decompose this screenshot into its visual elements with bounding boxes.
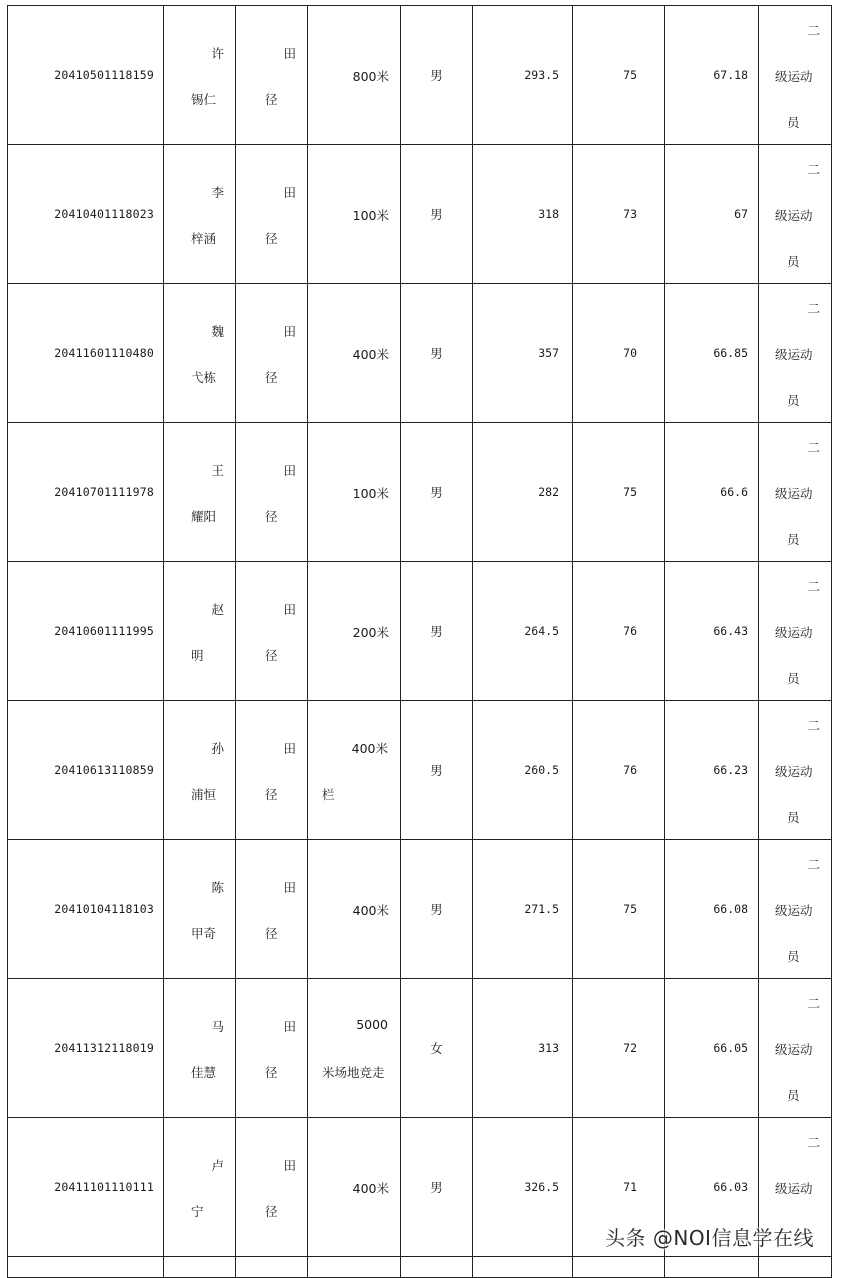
- sex-cell: 男: [401, 284, 473, 423]
- name-line-2: 浦恒: [191, 787, 217, 802]
- name-line-2: 梓涵: [191, 231, 217, 246]
- category-cell: [236, 562, 308, 701]
- table-row: [8, 6, 832, 145]
- event-text: 400米: [352, 1181, 389, 1196]
- level-line-2: 级运动: [775, 625, 813, 640]
- event-cell: [308, 1118, 401, 1257]
- level-line-1: 二: [807, 718, 820, 733]
- exam-id-cell: 20410601111995: [8, 562, 164, 701]
- level-line-2: 级运动: [775, 903, 813, 918]
- level-line-3: 员: [787, 671, 800, 686]
- final-score-cell: 66.08: [665, 840, 759, 979]
- exam-id-cell: 20410701111978: [8, 423, 164, 562]
- event-line-1: 400米: [351, 741, 388, 756]
- category-line-1: 田: [283, 1158, 296, 1173]
- culture-score-cell: 71: [573, 1118, 665, 1257]
- sex-cell: 男: [401, 1118, 473, 1257]
- category-line-2: 径: [265, 926, 278, 941]
- empty-cell: [473, 1257, 573, 1278]
- event-line-2: 栏: [322, 787, 335, 802]
- level-line-1: 二: [807, 857, 820, 872]
- culture-score-cell: 70: [573, 284, 665, 423]
- category-line-2: 径: [265, 231, 278, 246]
- category-cell: [236, 6, 308, 145]
- culture-score-cell: 72: [573, 979, 665, 1118]
- empty-cell: [236, 1257, 308, 1278]
- level-line-2: 级运动: [775, 764, 813, 779]
- category-line-2: 径: [265, 787, 278, 802]
- category-line-1: 田: [283, 880, 296, 895]
- sex-cell: 男: [401, 701, 473, 840]
- category-line-1: 田: [283, 46, 296, 61]
- final-score-cell: 67.18: [665, 6, 759, 145]
- score-cell: 326.5: [473, 1118, 573, 1257]
- level-line-2: 级运动: [775, 69, 813, 84]
- table-row: [8, 979, 832, 1118]
- event-text: 100米: [352, 486, 389, 501]
- event-cell: [308, 979, 401, 1118]
- name-cell: [164, 701, 236, 840]
- name-line-1: 王: [211, 463, 224, 478]
- name-cell: [164, 145, 236, 284]
- category-cell: [236, 979, 308, 1118]
- name-line-2: 甲奇: [191, 926, 217, 941]
- name-line-1: 孙: [211, 741, 224, 756]
- level-line-1: 二: [807, 23, 820, 38]
- level-line-1: 二: [807, 579, 820, 594]
- event-line-2: 米场地竞走: [322, 1065, 385, 1080]
- name-cell: [164, 979, 236, 1118]
- event-text: 400米: [352, 903, 389, 918]
- level-line-3: 员: [787, 532, 800, 547]
- level-cell: [759, 840, 832, 979]
- category-line-1: 田: [283, 741, 296, 756]
- final-score-cell: 67: [665, 145, 759, 284]
- empty-cell: [573, 1257, 665, 1278]
- event-cell: [308, 6, 401, 145]
- exam-id-cell: 20411101110111: [8, 1118, 164, 1257]
- name-cell: [164, 423, 236, 562]
- score-cell: 282: [473, 423, 573, 562]
- category-line-2: 径: [265, 370, 278, 385]
- name-line-1: 赵: [211, 602, 224, 617]
- sex-cell: 女: [401, 979, 473, 1118]
- empty-cell: [759, 1257, 832, 1278]
- table-row-partial: [8, 1257, 832, 1278]
- name-cell: [164, 1118, 236, 1257]
- exam-id-cell: 20410613110859: [8, 701, 164, 840]
- results-table: [7, 5, 832, 1278]
- culture-score-cell: 75: [573, 6, 665, 145]
- level-line-2: 级运动: [775, 208, 813, 223]
- name-line-1: 陈: [211, 880, 224, 895]
- culture-score-cell: 73: [573, 145, 665, 284]
- name-cell: [164, 284, 236, 423]
- exam-id-cell: 20410104118103: [8, 840, 164, 979]
- score-cell: 293.5: [473, 6, 573, 145]
- event-cell: [308, 145, 401, 284]
- event-cell: [308, 840, 401, 979]
- final-score-cell: 66.6: [665, 423, 759, 562]
- culture-score-cell: 76: [573, 562, 665, 701]
- empty-cell: [665, 1257, 759, 1278]
- level-cell: [759, 423, 832, 562]
- category-cell: [236, 284, 308, 423]
- empty-cell: [308, 1257, 401, 1278]
- level-cell: [759, 284, 832, 423]
- score-cell: 357: [473, 284, 573, 423]
- table-row: [8, 840, 832, 979]
- category-cell: [236, 145, 308, 284]
- table-row: [8, 562, 832, 701]
- level-line-1: 二: [807, 1135, 820, 1150]
- table-row: [8, 145, 832, 284]
- level-line-2: 级运动: [775, 1181, 813, 1196]
- exam-id-cell: 20411601110480: [8, 284, 164, 423]
- name-cell: [164, 840, 236, 979]
- watermark-text: 头条 @NOI信息学在线: [605, 1226, 814, 1250]
- event-text: 800米: [352, 69, 389, 84]
- culture-score-cell: 75: [573, 840, 665, 979]
- culture-score-cell: 75: [573, 423, 665, 562]
- category-line-2: 径: [265, 509, 278, 524]
- level-line-2: 级运动: [775, 486, 813, 501]
- final-score-cell: 66.43: [665, 562, 759, 701]
- empty-cell: [401, 1257, 473, 1278]
- level-line-2: 级运动: [775, 1042, 813, 1057]
- name-line-1: 马: [211, 1019, 224, 1034]
- category-line-1: 田: [283, 463, 296, 478]
- sex-cell: 男: [401, 6, 473, 145]
- level-line-2: 级运动: [775, 347, 813, 362]
- score-cell: 264.5: [473, 562, 573, 701]
- event-cell: [308, 284, 401, 423]
- event-cell: [308, 423, 401, 562]
- name-cell: [164, 6, 236, 145]
- results-table-body: [8, 6, 832, 1278]
- name-line-2: 宁: [191, 1204, 204, 1219]
- level-line-3: 员: [787, 393, 800, 408]
- level-line-1: 二: [807, 440, 820, 455]
- sex-cell: 男: [401, 145, 473, 284]
- category-line-1: 田: [283, 185, 296, 200]
- name-line-1: 卢: [211, 1158, 224, 1173]
- empty-cell: [164, 1257, 236, 1278]
- event-text: 400米: [352, 347, 389, 362]
- category-cell: [236, 1118, 308, 1257]
- level-cell: [759, 562, 832, 701]
- category-line-1: 田: [283, 1019, 296, 1034]
- level-cell: [759, 145, 832, 284]
- category-line-2: 径: [265, 648, 278, 663]
- exam-id-cell: 20410501118159: [8, 6, 164, 145]
- category-cell: [236, 701, 308, 840]
- name-line-2: 锡仁: [191, 92, 217, 107]
- level-cell: [759, 979, 832, 1118]
- level-line-3: 员: [787, 115, 800, 130]
- level-cell: [759, 6, 832, 145]
- score-cell: 313: [473, 979, 573, 1118]
- category-line-2: 径: [265, 1204, 278, 1219]
- category-cell: [236, 840, 308, 979]
- level-cell: [759, 701, 832, 840]
- name-line-1: 魏: [211, 324, 224, 339]
- event-cell: [308, 701, 401, 840]
- table-row: [8, 423, 832, 562]
- sex-cell: 男: [401, 562, 473, 701]
- event-text: 100米: [352, 208, 389, 223]
- category-cell: [236, 423, 308, 562]
- name-line-1: 李: [211, 185, 224, 200]
- name-line-2: 弋栋: [191, 370, 217, 385]
- culture-score-cell: 76: [573, 701, 665, 840]
- level-line-1: 二: [807, 162, 820, 177]
- exam-id-cell: 20410401118023: [8, 145, 164, 284]
- level-line-3: 员: [787, 254, 800, 269]
- name-line-1: 许: [211, 46, 224, 61]
- final-score-cell: 66.05: [665, 979, 759, 1118]
- empty-cell: [8, 1257, 164, 1278]
- final-score-cell: 66.03: [665, 1118, 759, 1257]
- event-line-1: 5000: [356, 1017, 388, 1032]
- name-line-2: 耀阳: [191, 509, 217, 524]
- level-line-3: 员: [787, 810, 800, 825]
- sex-cell: 男: [401, 840, 473, 979]
- name-cell: [164, 562, 236, 701]
- table-row: [8, 701, 832, 840]
- table-row: [8, 284, 832, 423]
- final-score-cell: 66.23: [665, 701, 759, 840]
- category-line-2: 径: [265, 1065, 278, 1080]
- category-line-1: 田: [283, 324, 296, 339]
- level-line-1: 二: [807, 996, 820, 1011]
- score-cell: 318: [473, 145, 573, 284]
- level-line-3: 员: [787, 1088, 800, 1103]
- name-line-2: 明: [191, 648, 204, 663]
- category-line-1: 田: [283, 602, 296, 617]
- sex-cell: 男: [401, 423, 473, 562]
- event-text: 200米: [352, 625, 389, 640]
- score-cell: 260.5: [473, 701, 573, 840]
- exam-id-cell: 20411312118019: [8, 979, 164, 1118]
- category-line-2: 径: [265, 92, 278, 107]
- event-cell: [308, 562, 401, 701]
- final-score-cell: 66.85: [665, 284, 759, 423]
- name-line-2: 佳慧: [191, 1065, 217, 1080]
- level-line-1: 二: [807, 301, 820, 316]
- level-line-3: 员: [787, 949, 800, 964]
- score-cell: 271.5: [473, 840, 573, 979]
